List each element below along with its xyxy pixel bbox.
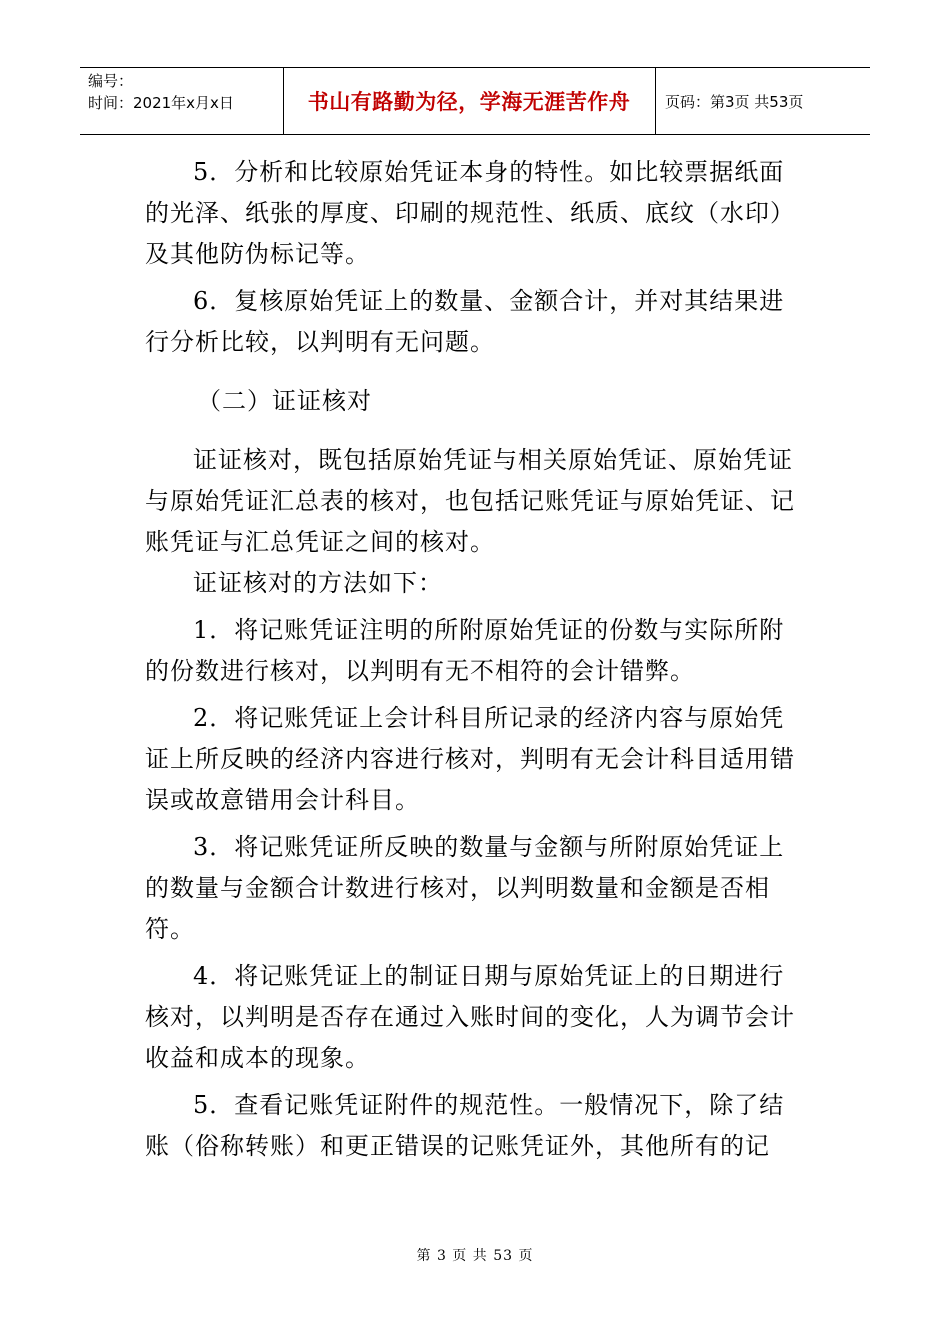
- page-header: [80, 67, 870, 135]
- header-divider: [655, 68, 656, 134]
- paragraph-item-5-a: 5．分析和比较原始凭证本身的特性。如比较票据纸面的光泽、纸张的厚度、印刷的规范性、纸质、底纹（水印）及其他防伪标记等。: [145, 158, 795, 268]
- paragraph-item-2: 2．将记账凭证上会计科目所记录的经济内容与原始凭证上所反映的经济内容进行核对，判明有无会计科目适用错误或故意错用会计科目。: [145, 704, 795, 814]
- paragraph-item-3: 3．将记账凭证所反映的数量与金额与所附原始凭证上的数量与金额合计数进行核对，以判明数量和金额是否相符。: [145, 833, 785, 943]
- paragraph-item-1: 1．将记账凭证注明的所附原始凭证的份数与实际所附的份数进行核对，以判明有无不相符的会计错弊。: [145, 616, 785, 685]
- document-body: [145, 152, 805, 1167]
- paragraph-item-4: 4．将记账凭证上的制证日期与原始凭证上的日期进行核对，以判明是否存在通过入账时间的变化，人为调节会计收益和成本的现象。: [145, 962, 795, 1072]
- paragraph-intro: 证证核对，既包括原始凭证与相关原始凭证、原始凭证与原始凭证汇总表的核对，也包括记账凭证与原始凭证、记账凭证与汇总凭证之间的核对。: [145, 446, 795, 556]
- section-heading: （二）证证核对: [197, 387, 372, 415]
- paragraph-item-6: 6．复核原始凭证上的数量、金额合计，并对其结果进行分析比较，以判明有无问题。: [145, 287, 785, 356]
- header-page-info: 页码：第3页 共53页: [665, 92, 804, 111]
- paragraph-item-5-b: 5．查看记账凭证附件的规范性。一般情况下，除了结账（俗称转账）和更正错误的记账凭证外，其他所有的记: [145, 1091, 785, 1160]
- header-motto: 书山有路勤为径，学海无涯苦作舟: [307, 90, 631, 114]
- page-footer: 第 3 页 共 53 页: [416, 1248, 534, 1264]
- document-date: 时间：2021年x月x日: [88, 94, 234, 112]
- paragraph-methods-lead: 证证核对的方法如下：: [193, 569, 443, 597]
- document-number-label: 编号：: [88, 72, 134, 90]
- header-meta: [88, 70, 283, 114]
